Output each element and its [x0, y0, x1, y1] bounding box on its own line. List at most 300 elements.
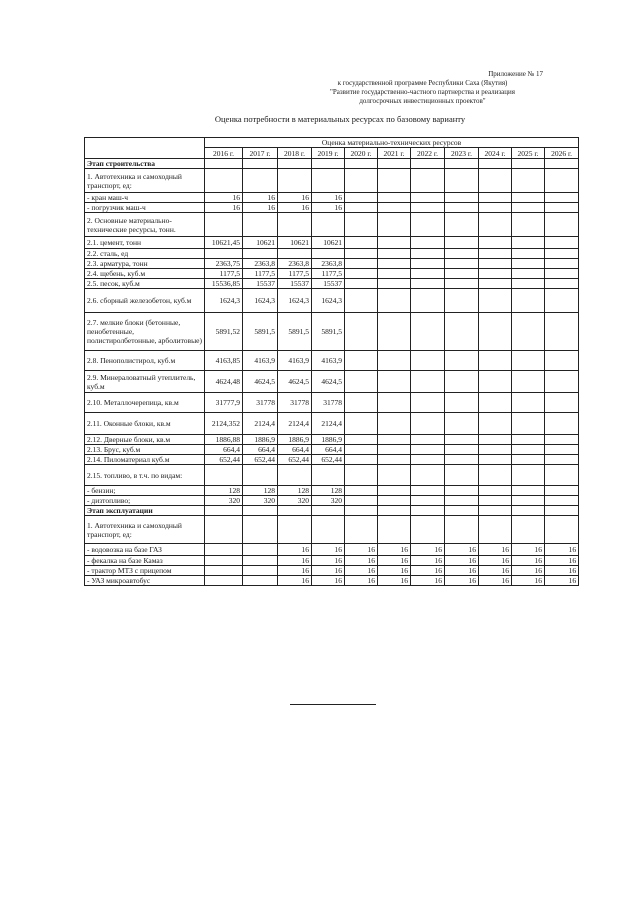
- value-cell: [411, 435, 445, 445]
- value-cell: 1177,5: [205, 269, 243, 279]
- value-cell: 320: [205, 496, 243, 506]
- value-cell: [445, 393, 479, 413]
- value-cell: [479, 169, 512, 193]
- value-cell: [378, 279, 411, 289]
- value-cell: 16: [278, 193, 312, 203]
- value-cell: [378, 213, 411, 237]
- value-cell: [312, 516, 345, 544]
- value-cell: [545, 313, 579, 351]
- table-row: [85, 249, 579, 259]
- value-cell: 16: [378, 576, 411, 586]
- resources-table: [84, 137, 579, 586]
- value-cell: [312, 159, 345, 169]
- row-label: 1. Автотехника и самоходный транспорт, ед:: [85, 169, 205, 193]
- value-cell: [512, 213, 545, 237]
- row-label: 2.12. Дверные блоки, кв.м: [85, 435, 205, 445]
- value-cell: [345, 486, 378, 496]
- value-cell: [445, 371, 479, 393]
- value-cell: [243, 576, 278, 586]
- value-cell: [445, 249, 479, 259]
- value-cell: [545, 435, 579, 445]
- value-cell: 16: [312, 193, 345, 203]
- value-cell: 16: [545, 566, 579, 576]
- value-cell: [479, 213, 512, 237]
- value-cell: [278, 169, 312, 193]
- value-cell: 16: [512, 576, 545, 586]
- value-cell: [545, 465, 579, 486]
- row-label: 2. Основные материально-технические ресурсы, тонн.: [85, 213, 205, 237]
- value-cell: [411, 393, 445, 413]
- value-cell: [378, 159, 411, 169]
- value-cell: [545, 516, 579, 544]
- value-cell: [345, 169, 378, 193]
- value-cell: [545, 413, 579, 435]
- document-title: Оценка потребности в материальных ресурсах по базовому варианту: [214, 114, 466, 124]
- row-label: - бензин;: [85, 486, 205, 496]
- value-cell: [479, 413, 512, 435]
- value-cell: [512, 371, 545, 393]
- value-cell: [512, 413, 545, 435]
- value-cell: [445, 279, 479, 289]
- value-cell: 16: [205, 193, 243, 203]
- value-cell: [243, 249, 278, 259]
- value-cell: 1624,3: [312, 289, 345, 313]
- value-cell: 2363,8: [243, 259, 278, 269]
- value-cell: 4624,5: [278, 371, 312, 393]
- value-cell: [512, 169, 545, 193]
- value-cell: [445, 486, 479, 496]
- value-cell: [411, 269, 445, 279]
- table-row: [85, 279, 579, 289]
- value-cell: [545, 203, 579, 213]
- year-header-cell: 2016 г.: [205, 148, 243, 159]
- row-label: - фекалка на базе Камаз: [85, 556, 205, 566]
- section-label: Этап эксплуатации: [85, 506, 205, 516]
- value-cell: [378, 249, 411, 259]
- value-cell: 16: [345, 576, 378, 586]
- value-cell: 31778: [243, 393, 278, 413]
- value-cell: 16: [411, 556, 445, 566]
- table-row: [85, 269, 579, 279]
- value-cell: 16: [312, 566, 345, 576]
- value-cell: [411, 203, 445, 213]
- value-cell: [345, 279, 378, 289]
- year-header-cell: 2017 г.: [243, 148, 278, 159]
- value-cell: [445, 506, 479, 516]
- value-cell: [205, 465, 243, 486]
- value-cell: 5891,52: [205, 313, 243, 351]
- value-cell: [445, 496, 479, 506]
- value-cell: 16: [445, 566, 479, 576]
- value-cell: [312, 213, 345, 237]
- value-cell: [512, 279, 545, 289]
- value-cell: [512, 269, 545, 279]
- value-cell: [445, 289, 479, 313]
- value-cell: 5891,5: [312, 313, 345, 351]
- value-cell: [378, 496, 411, 506]
- value-cell: 2124,4: [243, 413, 278, 435]
- value-cell: 664,4: [278, 445, 312, 455]
- value-cell: [545, 506, 579, 516]
- section-row: [85, 506, 579, 516]
- value-cell: 16: [312, 203, 345, 213]
- value-cell: [411, 371, 445, 393]
- value-cell: 16: [378, 566, 411, 576]
- value-cell: [545, 351, 579, 371]
- value-cell: 10621: [243, 237, 278, 249]
- table-row: [85, 289, 579, 313]
- value-cell: 128: [312, 486, 345, 496]
- value-cell: [512, 393, 545, 413]
- value-cell: [378, 269, 411, 279]
- value-cell: [378, 313, 411, 351]
- value-cell: 16: [411, 576, 445, 586]
- row-label: 2.8. Пенополистирол, куб.м: [85, 351, 205, 371]
- table-row: [85, 486, 579, 496]
- value-cell: [545, 249, 579, 259]
- value-cell: [411, 465, 445, 486]
- value-cell: [479, 259, 512, 269]
- value-cell: 16: [479, 566, 512, 576]
- value-cell: [479, 313, 512, 351]
- value-cell: [445, 351, 479, 371]
- value-cell: [378, 259, 411, 269]
- value-cell: [479, 486, 512, 496]
- value-cell: [378, 465, 411, 486]
- value-cell: [345, 506, 378, 516]
- value-cell: [545, 289, 579, 313]
- value-cell: [278, 516, 312, 544]
- value-cell: 1624,3: [243, 289, 278, 313]
- value-cell: [345, 313, 378, 351]
- value-cell: [205, 506, 243, 516]
- value-cell: [243, 516, 278, 544]
- row-label: - погрузчик маш-ч: [85, 203, 205, 213]
- appendix-program-title-cont: долгосрочных инвестиционных проектов": [359, 97, 486, 105]
- value-cell: [378, 516, 411, 544]
- table-row: [85, 393, 579, 413]
- value-cell: [512, 203, 545, 213]
- group-header: Оценка материально-технических ресурсов: [205, 138, 579, 148]
- value-cell: 16: [378, 544, 411, 556]
- year-header-cell: 2023 г.: [445, 148, 479, 159]
- value-cell: [345, 455, 378, 465]
- value-cell: 16: [312, 544, 345, 556]
- value-cell: [345, 213, 378, 237]
- value-cell: 16: [445, 576, 479, 586]
- appendix-program: к государственной программе Республики Саха (Якутия): [337, 79, 508, 87]
- value-cell: [545, 486, 579, 496]
- value-cell: 2124,4: [312, 413, 345, 435]
- row-label: - трактор МТЗ с прицепом: [85, 566, 205, 576]
- value-cell: [378, 393, 411, 413]
- value-cell: [512, 465, 545, 486]
- value-cell: 16: [545, 544, 579, 556]
- value-cell: [512, 516, 545, 544]
- value-cell: [479, 203, 512, 213]
- value-cell: 2124,4: [278, 413, 312, 435]
- value-cell: [512, 496, 545, 506]
- value-cell: 16: [312, 556, 345, 566]
- row-label: 2.15. топливо, в т.ч. по видам:: [85, 465, 205, 486]
- value-cell: 15537: [312, 279, 345, 289]
- value-cell: 16: [278, 556, 312, 566]
- value-cell: 128: [243, 486, 278, 496]
- value-cell: 10621: [278, 237, 312, 249]
- value-cell: 2363,8: [278, 259, 312, 269]
- value-cell: [512, 249, 545, 259]
- value-cell: [205, 566, 243, 576]
- value-cell: [545, 496, 579, 506]
- table-row: [85, 516, 579, 544]
- value-cell: [278, 506, 312, 516]
- value-cell: [445, 435, 479, 445]
- value-cell: [445, 313, 479, 351]
- value-cell: [312, 249, 345, 259]
- value-cell: 16: [479, 556, 512, 566]
- value-cell: [479, 237, 512, 249]
- row-label: 2.10. Металлочерепица, кв.м: [85, 393, 205, 413]
- value-cell: [378, 506, 411, 516]
- value-cell: [545, 193, 579, 203]
- value-cell: [445, 213, 479, 237]
- value-cell: [545, 279, 579, 289]
- value-cell: [411, 486, 445, 496]
- table-row: [85, 371, 579, 393]
- value-cell: [479, 289, 512, 313]
- value-cell: 1886,9: [243, 435, 278, 445]
- value-cell: 16: [545, 556, 579, 566]
- value-cell: [479, 435, 512, 445]
- value-cell: [411, 351, 445, 371]
- value-cell: [411, 159, 445, 169]
- value-cell: 16: [243, 203, 278, 213]
- value-cell: [411, 455, 445, 465]
- value-cell: [479, 465, 512, 486]
- value-cell: 16: [512, 566, 545, 576]
- value-cell: [545, 213, 579, 237]
- value-cell: [345, 445, 378, 455]
- value-cell: [345, 269, 378, 279]
- value-cell: [411, 249, 445, 259]
- row-label: 1. Автотехника и самоходный транспорт, ед:: [85, 516, 205, 544]
- value-cell: 16: [278, 566, 312, 576]
- value-cell: 2363,8: [312, 259, 345, 269]
- value-cell: [345, 159, 378, 169]
- value-cell: [345, 249, 378, 259]
- value-cell: 320: [243, 496, 278, 506]
- value-cell: [445, 465, 479, 486]
- value-cell: [278, 249, 312, 259]
- value-cell: [512, 506, 545, 516]
- value-cell: 128: [205, 486, 243, 496]
- table-header-row: [85, 138, 579, 148]
- value-cell: [205, 159, 243, 169]
- value-cell: [411, 413, 445, 435]
- value-cell: [545, 169, 579, 193]
- value-cell: 16: [512, 556, 545, 566]
- row-label: 2.14. Пиломатериал куб.м: [85, 455, 205, 465]
- value-cell: 16: [243, 193, 278, 203]
- value-cell: 4163,9: [312, 351, 345, 371]
- row-label: 2.2. сталь, ед: [85, 249, 205, 259]
- value-cell: 1624,3: [205, 289, 243, 313]
- value-cell: 15537: [278, 279, 312, 289]
- table-row: [85, 351, 579, 371]
- value-cell: [411, 259, 445, 269]
- value-cell: [312, 169, 345, 193]
- value-cell: [205, 556, 243, 566]
- value-cell: 1177,5: [278, 269, 312, 279]
- value-cell: [378, 486, 411, 496]
- value-cell: 4163,9: [243, 351, 278, 371]
- value-cell: [512, 486, 545, 496]
- value-cell: [411, 506, 445, 516]
- value-cell: [345, 413, 378, 435]
- value-cell: [545, 445, 579, 455]
- value-cell: 4163,9: [278, 351, 312, 371]
- value-cell: [512, 313, 545, 351]
- value-cell: 15537: [243, 279, 278, 289]
- value-cell: [278, 465, 312, 486]
- table-row: [85, 313, 579, 351]
- value-cell: 2124,352: [205, 413, 243, 435]
- value-cell: [479, 193, 512, 203]
- value-cell: 4624,5: [312, 371, 345, 393]
- value-cell: 16: [479, 544, 512, 556]
- value-cell: 15536,85: [205, 279, 243, 289]
- value-cell: [378, 169, 411, 193]
- value-cell: 16: [312, 576, 345, 586]
- value-cell: [243, 213, 278, 237]
- value-cell: [545, 269, 579, 279]
- value-cell: 16: [278, 544, 312, 556]
- value-cell: [411, 279, 445, 289]
- value-cell: [512, 435, 545, 445]
- value-cell: 652,44: [312, 455, 345, 465]
- value-cell: [479, 159, 512, 169]
- value-cell: 664,4: [243, 445, 278, 455]
- value-cell: 16: [345, 566, 378, 576]
- row-label: - кран маш-ч: [85, 193, 205, 203]
- value-cell: 16: [512, 544, 545, 556]
- value-cell: [243, 159, 278, 169]
- table-row: [85, 556, 579, 566]
- value-cell: [205, 576, 243, 586]
- year-header-cell: 2024 г.: [479, 148, 512, 159]
- value-cell: [345, 496, 378, 506]
- value-cell: [378, 289, 411, 313]
- value-cell: 320: [312, 496, 345, 506]
- value-cell: [479, 496, 512, 506]
- row-label: 2.5. песок, куб.м: [85, 279, 205, 289]
- value-cell: [445, 169, 479, 193]
- value-cell: [445, 203, 479, 213]
- value-cell: [545, 455, 579, 465]
- value-cell: 4624,48: [205, 371, 243, 393]
- value-cell: [378, 351, 411, 371]
- value-cell: [205, 213, 243, 237]
- value-cell: [345, 351, 378, 371]
- value-cell: 652,44: [278, 455, 312, 465]
- value-cell: 16: [545, 576, 579, 586]
- value-cell: [445, 516, 479, 544]
- value-cell: [411, 289, 445, 313]
- year-header-cell: 2025 г.: [512, 148, 545, 159]
- table-row: [85, 237, 579, 249]
- value-cell: [445, 445, 479, 455]
- value-cell: [411, 193, 445, 203]
- value-cell: [445, 455, 479, 465]
- value-cell: [378, 413, 411, 435]
- value-cell: 16: [445, 556, 479, 566]
- value-cell: 652,44: [243, 455, 278, 465]
- value-cell: [378, 435, 411, 445]
- value-cell: [411, 237, 445, 249]
- value-cell: 2363,75: [205, 259, 243, 269]
- value-cell: [512, 455, 545, 465]
- value-cell: 31777,9: [205, 393, 243, 413]
- value-cell: [345, 371, 378, 393]
- value-cell: [378, 445, 411, 455]
- value-cell: 320: [278, 496, 312, 506]
- value-cell: 16: [205, 203, 243, 213]
- value-cell: 5891,5: [243, 313, 278, 351]
- table-body: [85, 138, 579, 586]
- table-row: [85, 413, 579, 435]
- value-cell: [243, 566, 278, 576]
- value-cell: 4163,85: [205, 351, 243, 371]
- value-cell: 5891,5: [278, 313, 312, 351]
- year-header-cell: 2022 г.: [411, 148, 445, 159]
- value-cell: [479, 516, 512, 544]
- appendix-number: Приложение № 17: [488, 70, 543, 78]
- value-cell: [345, 393, 378, 413]
- value-cell: 16: [411, 566, 445, 576]
- value-cell: [205, 169, 243, 193]
- value-cell: [445, 413, 479, 435]
- value-cell: 1886,9: [278, 435, 312, 445]
- value-cell: 16: [345, 556, 378, 566]
- value-cell: [345, 465, 378, 486]
- value-cell: [345, 259, 378, 269]
- value-cell: [545, 237, 579, 249]
- value-cell: 10621: [312, 237, 345, 249]
- value-cell: 1624,3: [278, 289, 312, 313]
- value-cell: [512, 289, 545, 313]
- row-label: - УАЗ микроавтобус: [85, 576, 205, 586]
- year-header-cell: 2018 г.: [278, 148, 312, 159]
- value-cell: [345, 203, 378, 213]
- value-cell: [479, 351, 512, 371]
- value-cell: [378, 455, 411, 465]
- table-row: [85, 193, 579, 203]
- table-row: [85, 203, 579, 213]
- table-row: [85, 496, 579, 506]
- value-cell: [445, 237, 479, 249]
- value-cell: [411, 169, 445, 193]
- value-cell: [545, 159, 579, 169]
- table-row: [85, 445, 579, 455]
- value-cell: [312, 465, 345, 486]
- year-header-cell: 2026 г.: [545, 148, 579, 159]
- value-cell: [479, 249, 512, 259]
- table-row: [85, 259, 579, 269]
- table-row: [85, 455, 579, 465]
- bottom-rule: [290, 704, 376, 705]
- table-row: [85, 544, 579, 556]
- value-cell: [243, 465, 278, 486]
